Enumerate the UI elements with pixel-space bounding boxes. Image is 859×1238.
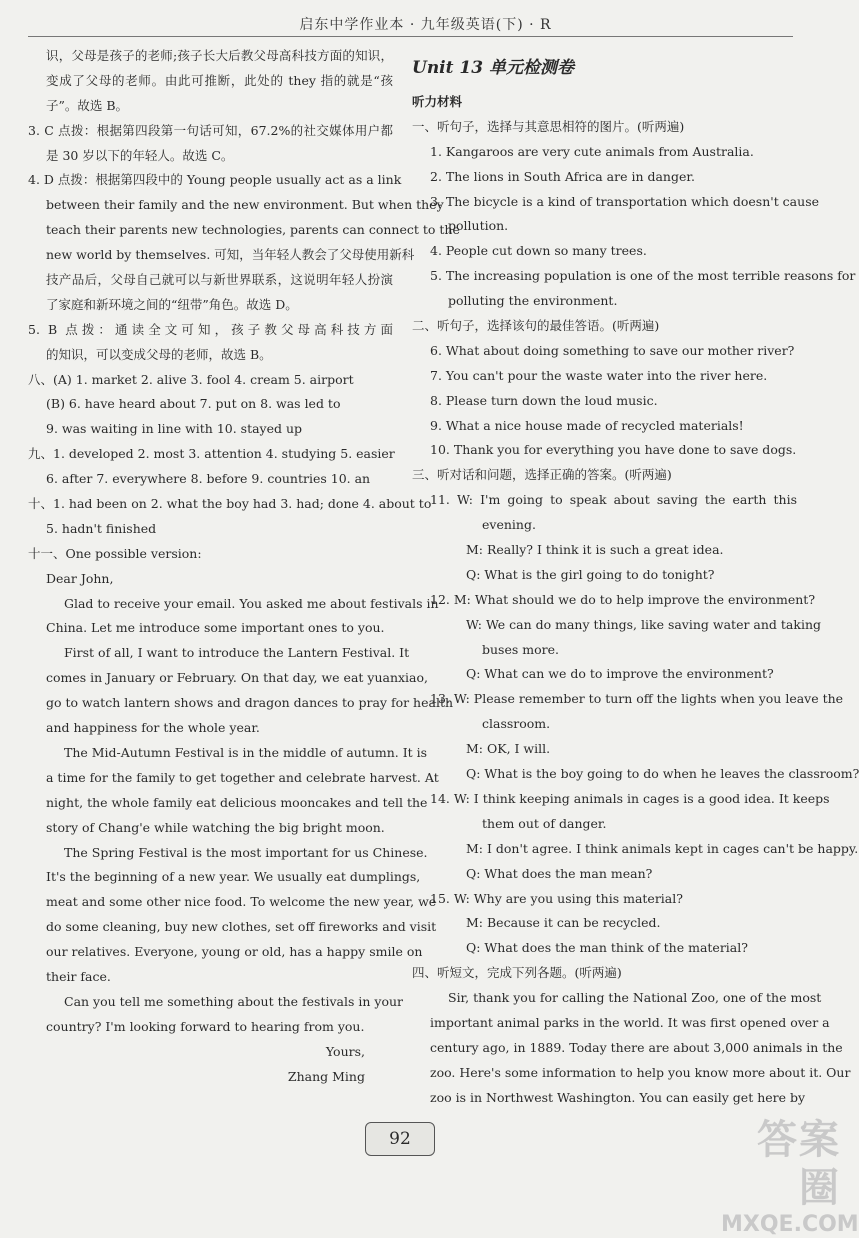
right-text-line: classroom.	[482, 716, 551, 732]
right-text-line: 14. W: I think keeping animals in cages is a good idea. It keeps	[430, 790, 830, 806]
right-text-line: Q: What is the girl going to do tonight?	[466, 566, 715, 582]
left-text-line: 9. was waiting in line with 10. stayed up	[46, 421, 303, 437]
right-text-line: 12. M: What should we do to help improve the environment?	[430, 591, 816, 607]
left-text-line: between their family and the new environment. But when they	[46, 197, 444, 213]
left-text-line: (B) 6. have heard about 7. put on 8. was led to	[46, 396, 341, 412]
right-text-line: 13. W: Please remember to turn off the lights when you leave the	[430, 691, 844, 707]
left-text-line: 4. D 点拨：根据第四段中的 Young people usually act as a link	[28, 172, 402, 188]
right-text-line: buses more.	[482, 641, 559, 657]
right-text-line: 7. You can't pour the waste water into the river here.	[430, 367, 768, 383]
right-text-line: Q: What does the man think of the material?	[466, 940, 748, 956]
left-text-line: 八、(A) 1. market 2. alive 3. fool 4. cream 5. airport	[28, 371, 354, 387]
left-text-line: 十、1. had been on 2. what the boy had 3. had; done 4. about to	[28, 496, 432, 512]
right-text-line: 8. Please turn down the loud music.	[430, 392, 658, 408]
right-text-line: Q: What does the man mean?	[466, 865, 653, 881]
left-text-line: their face.	[46, 968, 111, 984]
right-text-line: them out of danger.	[482, 815, 607, 831]
left-text-line: 识，父母是孩子的老师;孩子长大后教父母高科技方面的知识，	[46, 48, 393, 63]
left-text-line: comes in January or February. On that day, we eat yuanxiao,	[46, 670, 429, 686]
right-text-line: Q: What is the boy going to do when he leaves the classroom?	[466, 766, 859, 782]
right-text-line: evening.	[482, 517, 536, 533]
right-text-line: Sir, thank you for calling the National Zoo, one of the most	[448, 990, 822, 1006]
right-text-line: century ago, in 1889. Today there are about 3,000 animals in the	[430, 1039, 843, 1055]
left-text-line: night, the whole family eat delicious mooncakes and tell the	[46, 794, 428, 810]
right-text-line: pollution.	[448, 218, 509, 234]
right-text-line: 4. People cut down so many trees.	[430, 243, 647, 259]
right-text-line: 2. The lions in South Africa are in danger.	[430, 168, 695, 184]
left-text-line: China. Let me introduce some important ones to you.	[46, 620, 385, 636]
right-text-line: 四、听短文，完成下列各题。(听两遍)	[412, 965, 622, 981]
left-text-line: The Mid-Autumn Festival is in the middle of autumn. It is	[64, 744, 428, 760]
left-text-line: It's the beginning of a new year. We usually eat dumplings,	[46, 869, 421, 885]
unit-title: Unit 13 单元检测卷	[412, 58, 574, 78]
left-text-line: 6. after 7. everywhere 8. before 9. countries 10. an	[46, 471, 371, 487]
left-text-line: teach their parents new technologies, parents can connect to the	[46, 222, 460, 238]
right-text-line: M: Really? I think it is such a great idea.	[466, 542, 724, 558]
left-text-line: 3. C 点拨：根据第四段第一句话可知，67.2%的社交媒体用户都	[28, 122, 393, 138]
left-text-line: 技产品后，父母自己就可以与新世界联系，这说明年轻人扮演	[46, 272, 393, 288]
right-lines	[412, 115, 859, 1111]
left-text-line: new world by themselves. 可知，当年轻人教会了父母使用新科	[46, 247, 415, 263]
left-text-line: 子”。故选 B。	[46, 97, 129, 113]
right-text-line: 二、听句子，选择该句的最佳答语。(听两遍)	[412, 318, 660, 334]
right-text-line: 11. W: I'm going to speak about saving the earth this	[430, 492, 797, 508]
left-text-line: do some cleaning, buy new clothes, set off fireworks and visit	[46, 919, 437, 935]
right-text-line: 15. W: Why are you using this material?	[430, 890, 683, 906]
right-text-line: polluting the environment.	[448, 293, 618, 309]
left-text-line: country? I'm looking forward to hearing from you.	[46, 1018, 365, 1034]
left-text-line: First of all, I want to introduce the Lantern Festival. It	[64, 645, 410, 661]
left-text-line: 5. hadn't finished	[46, 520, 157, 536]
right-text-line: W: We can do many things, like saving water and taking	[466, 616, 821, 632]
left-text-line: 5. B 点拨：通读全文可知，孩子教父母高科技方面	[28, 321, 393, 337]
left-text-line: 九、1. developed 2. most 3. attention 4. studying 5. easier	[28, 446, 395, 462]
watermark-url: MXQE.COM	[721, 1212, 859, 1237]
right-text-line: 5. The increasing population is one of the most terrible reasons for	[430, 268, 856, 284]
left-text-line: Can you tell me something about the festivals in your	[64, 993, 404, 1009]
left-text-line: meat and some other nice food. To welcome the new year, we	[46, 894, 437, 910]
right-text-line: M: Because it can be recycled.	[466, 915, 661, 931]
watermark-text: 答案圈	[757, 1117, 841, 1211]
right-text-line: 10. Thank you for everything you have done to save dogs.	[430, 442, 797, 458]
right-text-line: important animal parks in the world. It was first opened over a	[430, 1014, 830, 1030]
left-text-line: and happiness for the whole year.	[46, 720, 260, 736]
left-text-line: our relatives. Everyone, young or old, has a happy smile on	[46, 944, 423, 960]
left-text-line: The Spring Festival is the most important for us Chinese.	[64, 844, 428, 860]
right-text-line: 9. What a nice house made of recycled materials!	[430, 417, 744, 433]
left-text-line: 是 30 岁以下的年轻人。故选 C。	[46, 147, 234, 163]
right-text-line: 3. The bicycle is a kind of transportation which doesn't cause	[430, 193, 820, 209]
right-text-line: 6. What about doing something to save our mother river?	[430, 342, 795, 358]
section-title: 听力材料	[412, 94, 463, 109]
header-rule	[28, 36, 793, 37]
left-text-line: 变成了父母的老师。由此可推断，此处的 they 指的就是“孩	[46, 72, 393, 88]
left-text-line: 了家庭和新环境之间的“纽带”角色。故选 D。	[46, 296, 298, 312]
page-number: 92	[365, 1122, 435, 1156]
left-text-line: Yours,	[325, 1043, 365, 1059]
right-column	[412, 44, 859, 1111]
right-text-line: zoo. Here's some information to help you know more about it. Our	[430, 1064, 851, 1080]
right-text-line: 一、听句子，选择与其意思相符的图片。(听两遍)	[412, 118, 685, 134]
right-text-line: 三、听对话和问题，选择正确的答案。(听两遍)	[412, 467, 672, 483]
left-text-line: Glad to receive your email. You asked me about festivals in	[64, 595, 439, 611]
right-text-line: zoo is in Northwest Washington. You can easily get here by	[430, 1089, 806, 1105]
left-text-line: Dear John,	[46, 570, 114, 586]
right-text-line: M: OK, I will.	[466, 741, 551, 757]
left-text-line: Zhang Ming	[287, 1068, 365, 1084]
left-text-line: a time for the family to get together and celebrate harvest. At	[46, 769, 439, 785]
watermark-logo	[721, 1116, 859, 1237]
left-text-line: 十一、One possible version:	[28, 545, 202, 561]
left-text-line: 的知识，可以变成父母的老师，故选 B。	[46, 346, 272, 362]
right-text-line: 1. Kangaroos are very cute animals from Australia.	[430, 143, 754, 159]
running-header: 启东中学作业本 · 九年级英语(下) · R	[299, 17, 552, 33]
right-text-line: M: I don't agree. I think animals kept in cages can't be happy.	[466, 840, 859, 856]
right-text-line: Q: What can we do to improve the environment?	[466, 666, 774, 682]
left-text-line: go to watch lantern shows and dragon dances to pray for health	[46, 695, 454, 711]
left-text-line: story of Chang'e while watching the big bright moon.	[46, 819, 385, 835]
